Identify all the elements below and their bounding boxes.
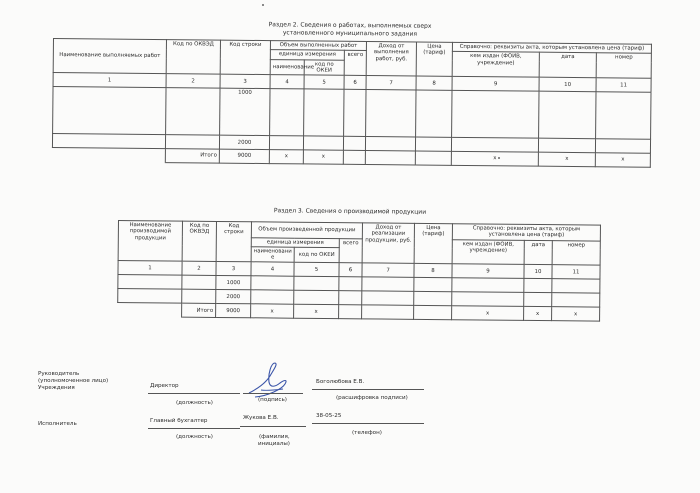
head-label-3: Учреждения: [38, 385, 75, 391]
exec-phone-line: [312, 423, 424, 424]
s2-colnum: 9: [452, 77, 539, 92]
s2-colnum: 10: [539, 77, 596, 92]
s3-header-price: Цена (тариф): [414, 223, 452, 264]
s2-header-price: Цена (тариф): [416, 42, 452, 77]
s3-colnum: 3: [216, 262, 251, 276]
s2-colnum: 7: [366, 76, 416, 90]
s3-total-x11: x: [552, 307, 600, 321]
s3-colnum: 8: [414, 264, 452, 278]
s3-colnum: 5: [294, 263, 339, 277]
s2-colnum: 11: [596, 78, 651, 93]
s2-total-x4: x: [269, 150, 303, 164]
s3-header-issuer: кем издан (ФОИВ, учреждение): [452, 239, 524, 265]
s3-colnum: 10: [524, 265, 552, 279]
exec-name-line: [240, 426, 306, 427]
s3-row-code: 1000: [216, 276, 251, 290]
scan-speck: [262, 4, 264, 6]
s3-header-line-code: Код строки: [216, 221, 251, 262]
s3-total-x4: x: [251, 304, 294, 318]
s2-colnum: 8: [416, 76, 452, 90]
s3-colnum: 11: [552, 265, 600, 279]
s2-colnum: 4: [270, 75, 304, 89]
table-row: [53, 87, 651, 140]
s3-colnum: 2: [182, 262, 216, 276]
exec-name-caption-1: (фамилия,: [259, 434, 290, 440]
section2-title-line1: Раздел 2. Сведения о работах, выполняемых сверх: [268, 21, 432, 30]
head-name: Боголюбова Е.В.: [316, 379, 365, 385]
section2-title-line2: установленного муниципального задания: [282, 28, 418, 38]
head-sign-caption: (подпись): [258, 397, 287, 403]
section2-table: [52, 38, 652, 167]
exec-position-line: [148, 428, 240, 429]
s2-header-issuer: кем издан (ФОИВ, учреждение): [452, 52, 539, 78]
s3-row-code: 2000: [216, 290, 251, 304]
exec-phone: 38-05-25: [316, 413, 342, 419]
s3-total-label: Итого: [182, 304, 216, 318]
s3-colnum: 6: [339, 263, 362, 277]
s2-header-total: всего: [344, 51, 366, 76]
exec-phone-caption: (телефон): [352, 430, 382, 436]
s2-colnum: 6: [344, 75, 366, 89]
s3-colnum: 4: [251, 262, 294, 276]
s2-total-code: 9000: [219, 149, 269, 163]
section3-table: [117, 220, 601, 322]
s3-total-x5: x: [294, 305, 339, 319]
section3-title: Раздел 3. Сведения о производимой продукции: [273, 207, 427, 216]
s2-header-income: Доход от выполнения работ, руб.: [366, 42, 416, 77]
s3-colnum: 9: [452, 264, 524, 279]
s2-colnum: 1: [53, 73, 166, 88]
s2-header-unit: единица измерения: [270, 50, 344, 60]
s2-header-line-code: Код строки: [220, 40, 270, 75]
s3-total-x9: x: [452, 306, 524, 320]
s3-total-x10: x: [524, 307, 552, 321]
s2-colnum: 5: [304, 75, 344, 89]
head-label-2: (уполномоченное лицо): [38, 378, 109, 384]
s2-header-ref: Справочно: реквизиты акта, которым установлена цена (тариф): [452, 42, 651, 53]
s3-total-code: 9000: [216, 304, 251, 318]
s2-colnum: 2: [166, 74, 220, 89]
s3-header-total: всего: [339, 238, 362, 263]
s3-header-okved: Код по ОКВЭД: [182, 221, 216, 262]
signature-scribble: [245, 360, 293, 402]
s2-header-number: номер: [596, 53, 651, 78]
s2-colnum: 3: [220, 74, 270, 88]
head-label-1: Руководитель: [38, 371, 80, 377]
s2-header-volume: Объем выполненных работ: [270, 41, 366, 51]
s2-header-name: Наименование выполняемых работ: [53, 39, 166, 74]
exec-name: Жукова Е.В.: [243, 415, 279, 421]
s2-row-code: 1000: [220, 88, 270, 135]
s3-header-number: номер: [552, 240, 600, 265]
s3-header-okei: код по ОКЕИ: [294, 247, 339, 263]
s3-header-unit-name: наименовани е: [251, 247, 294, 263]
s3-header-unit: единица измерения: [251, 237, 339, 247]
s2-row-code: 2000: [219, 135, 269, 149]
exec-name-caption-2: инициалы): [258, 441, 290, 447]
s3-colnum: 7: [362, 263, 414, 277]
s2-header-date: дата: [539, 52, 596, 77]
head-position-caption: (должность): [176, 400, 213, 406]
s2-header-okei: код по ОКЕИ: [304, 60, 344, 76]
s3-colnum: 1: [118, 261, 182, 276]
s3-header-ref: Справочно: реквизиты акта, которым установлена цена (тариф): [452, 224, 600, 241]
s3-header-volume: Объем произведенной продукции: [251, 222, 362, 239]
scan-speck: [498, 157, 500, 159]
exec-position-caption: (должность): [176, 434, 213, 440]
s2-total-label: Итого: [165, 149, 219, 163]
head-name-line: [312, 389, 424, 390]
s2-total-x10: x: [538, 152, 595, 166]
section2-title: [240, 21, 460, 38]
exec-position: Главный бухгалтер: [150, 418, 208, 424]
s2-total-x9: x: [451, 152, 538, 166]
s2-header-unit-name: наименование: [270, 59, 304, 75]
s2-total-x5: x: [303, 150, 343, 164]
exec-label: Исполнитель: [38, 421, 77, 427]
s3-header-date: дата: [524, 240, 552, 265]
s3-header-name: Наименование производимой продукции: [118, 221, 182, 262]
s3-header-income: Доход от реализации продукции, руб.: [362, 223, 414, 264]
s2-header-okved: Код по ОКВЭД: [166, 40, 220, 75]
head-position: Директор: [150, 383, 179, 389]
head-position-line: [148, 393, 240, 394]
head-sign-line: [243, 393, 303, 394]
head-name-caption: (расшифровка подписи): [336, 395, 408, 401]
s2-total-x11: x: [595, 153, 650, 167]
